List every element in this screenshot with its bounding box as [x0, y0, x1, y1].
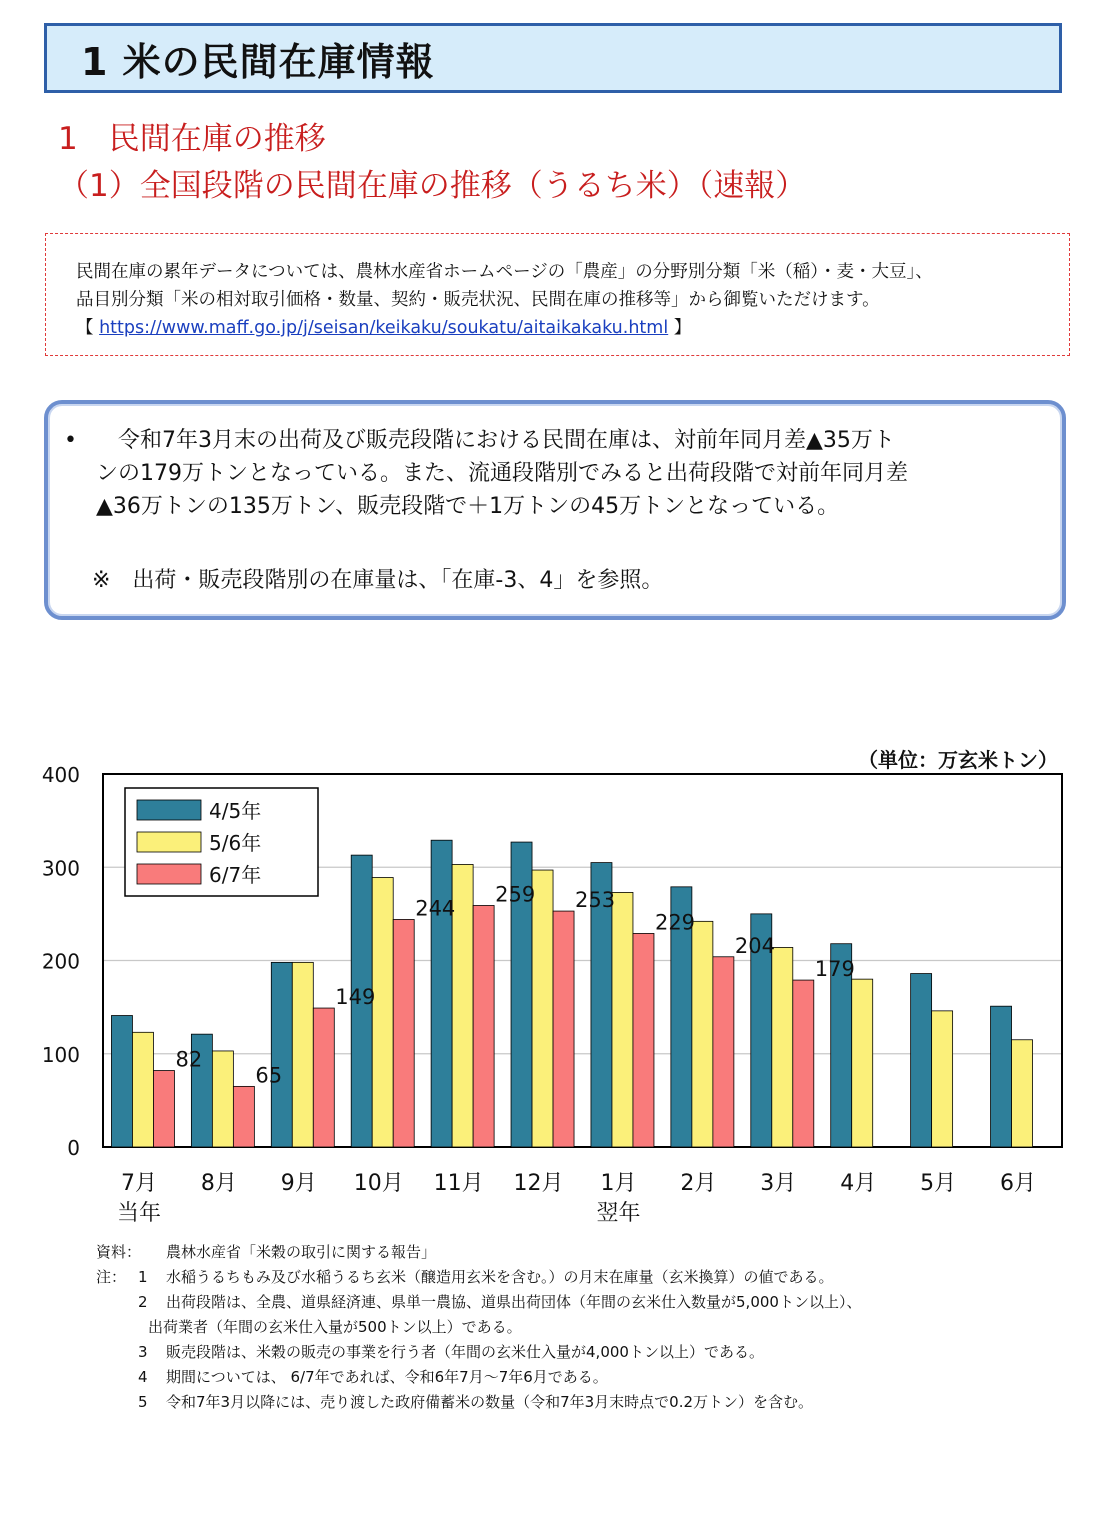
data-label: 82 [175, 1047, 203, 1072]
legend-swatch [137, 800, 201, 820]
notice-line-1: 民間在庫の累年データについては、農林水産省ホームページの「農産」の分野別分類「米（稲）・麦・大豆」、 [76, 262, 933, 282]
y-tick-label: 100 [41, 1042, 80, 1067]
page-title-bar [44, 23, 1062, 93]
legend-label: 4/5年 [209, 799, 262, 823]
summary-line-1: 令和7年3月末の出荷及び販売段階における民間在庫は、対前年同月差▲35万ト [96, 428, 895, 453]
notice-line-3 [76, 314, 1069, 342]
note-label: 注： [96, 1268, 127, 1286]
bracket-open: 【 [76, 318, 100, 338]
x-tick-label: 1月 [600, 1171, 637, 1196]
summary-box [44, 400, 1066, 620]
bar [153, 1071, 174, 1147]
legend-label: 6/7年 [209, 863, 262, 887]
bar [313, 1008, 334, 1147]
bar [271, 962, 292, 1147]
bar [292, 962, 313, 1147]
bar [372, 878, 393, 1147]
bar [431, 840, 452, 1147]
data-notice-box [45, 233, 1070, 356]
bar [111, 1016, 132, 1147]
x-tick-label: 4月 [840, 1171, 877, 1196]
x-tick-label: 11月 [433, 1171, 484, 1196]
summary-text [96, 424, 1046, 523]
bar [212, 1051, 233, 1147]
x-tick-sublabel: 翌年 [596, 1201, 641, 1226]
note-num: 5 [138, 1393, 148, 1411]
data-label: 179 [814, 957, 855, 982]
legend-label: 5/6年 [209, 831, 262, 855]
note-text: 出荷段階は、全農、道県経済連、県単一農協、道県出荷団体（年間の玄米仕入数量が5,000トン以上）、 [166, 1293, 862, 1311]
note-num: 2 [138, 1293, 148, 1311]
x-tick-label: 6月 [1000, 1171, 1037, 1196]
bullet-icon: • [64, 428, 77, 453]
data-label: 229 [654, 910, 696, 935]
source-label: 資料： [96, 1243, 142, 1261]
x-tick-label: 3月 [760, 1171, 797, 1196]
bar [612, 892, 633, 1147]
bar [991, 1006, 1012, 1147]
legend-swatch [137, 864, 201, 884]
summary-line-3: ▲36万トンの135万トン、販売段階で＋1万トンの45万トンとなっている。 [96, 494, 840, 519]
bar [393, 919, 414, 1147]
x-tick-label: 10月 [353, 1171, 404, 1196]
data-label: 65 [255, 1063, 283, 1088]
bar [692, 921, 713, 1147]
bar [473, 905, 494, 1147]
subsection-heading: （1）全国段階の民間在庫の推移（うるち米）（速報） [58, 168, 807, 204]
bar [852, 979, 873, 1147]
note-text: 販売段階は、米穀の販売の事業を行う者（年間の玄米仕入量が4,000トン以上）である。 [166, 1343, 764, 1361]
chart-unit-label: （単位：万玄米トン） [858, 748, 1058, 772]
x-tick-sublabel: 当年 [116, 1201, 161, 1226]
x-tick-label: 8月 [200, 1171, 237, 1196]
section-heading: 1 民間在庫の推移 [58, 121, 326, 157]
page-title: 1 米の民間在庫情報 [81, 39, 435, 84]
bar [793, 980, 814, 1147]
data-label: 259 [495, 882, 536, 907]
bar [553, 911, 574, 1147]
x-tick-label: 7月 [120, 1171, 157, 1196]
summary-reference: ※ 出荷・販売段階別の在庫量は、「在庫-3、4」を参照。 [92, 568, 664, 593]
maff-link[interactable]: https://www.maff.go.jp/j/seisan/keikaku/soukatu/aitaikakaku.html [99, 318, 669, 338]
bar [1012, 1040, 1033, 1147]
note-text: 期間については、 6/7年であれば、令和6年7月～7年6月である。 [166, 1368, 608, 1386]
y-tick-label: 0 [67, 1136, 80, 1160]
x-tick-label: 12月 [513, 1171, 564, 1196]
note-num: 3 [138, 1343, 148, 1361]
data-label: 253 [575, 888, 616, 913]
bar [911, 974, 932, 1147]
bracket-close: 】 [668, 318, 692, 338]
note-num: 4 [138, 1368, 148, 1386]
x-tick-label: 2月 [680, 1171, 717, 1196]
bar [772, 947, 793, 1147]
data-label: 244 [415, 896, 456, 921]
y-tick-label: 400 [41, 763, 80, 787]
data-label: 149 [335, 985, 376, 1010]
x-tick-label: 9月 [280, 1171, 317, 1196]
x-tick-label: 5月 [920, 1171, 957, 1196]
note-text: 水稲うるちもみ及び水稲うるち玄米（醸造用玄米を含む。）の月末在庫量（玄米換算）の値である。 [166, 1268, 834, 1286]
note-text: 出荷業者（年間の玄米仕入量が500トン以上）である。 [148, 1318, 522, 1336]
notice-line-2: 品目別分類「米の相対取引価格・数量、契約・販売状況、民間在庫の推移等」から御覧いただけます。 [76, 290, 880, 310]
data-label: 204 [734, 933, 775, 958]
y-tick-label: 200 [41, 949, 80, 974]
bar [713, 957, 734, 1147]
legend-swatch [137, 832, 201, 852]
note-num: 1 [138, 1268, 148, 1286]
bar [532, 870, 553, 1147]
bar [633, 933, 654, 1147]
bar [132, 1032, 153, 1147]
summary-line-2: ンの179万トンとなっている。また、流通段階別でみると出荷段階で対前年同月差 [96, 461, 908, 486]
note-text: 令和7年3月以降には、売り渡した政府備蓄米の数量（令和7年3月末時点で0.2万トン）を含む。 [166, 1393, 814, 1411]
bar [233, 1086, 254, 1147]
source-text: 農林水産省「米穀の取引に関する報告」 [166, 1243, 437, 1261]
bar [932, 1011, 953, 1147]
y-tick-label: 300 [41, 856, 80, 881]
inventory-bar-chart [0, 760, 1108, 1230]
